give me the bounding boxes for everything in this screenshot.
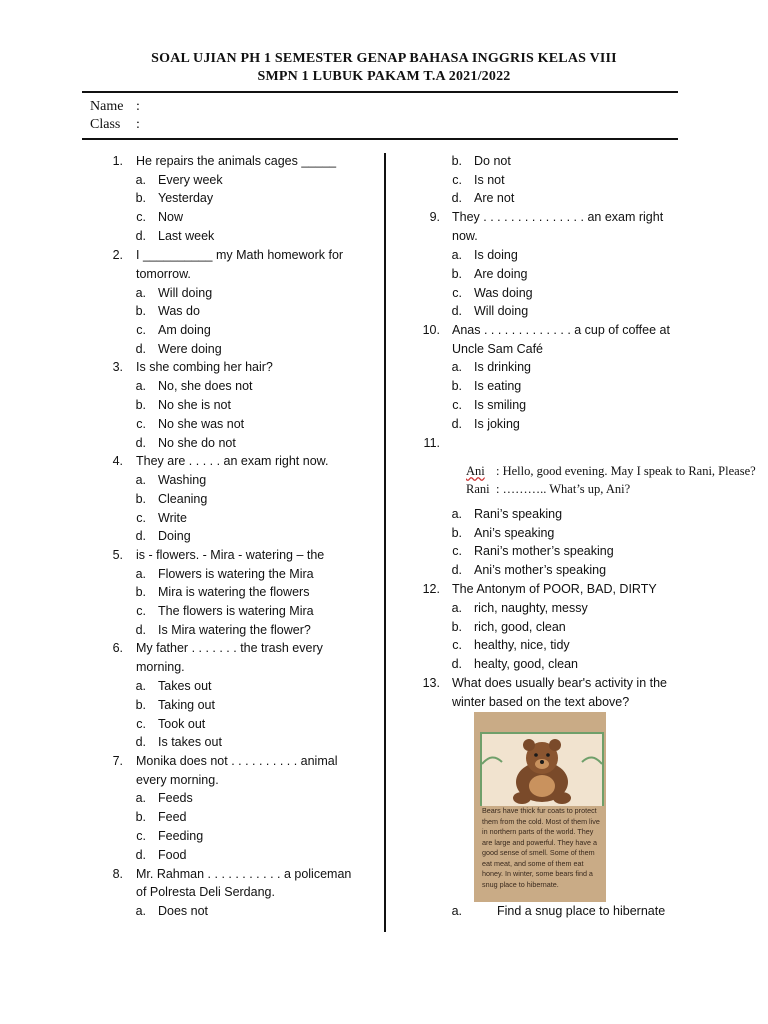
option-text: Write [158,511,187,525]
option-text: Is drinking [474,360,531,374]
name-label: Name [90,99,124,114]
option-letter: a. [451,601,462,615]
option-text: Will doing [474,304,529,318]
option-text: Am doing [158,323,211,337]
option-text: Feeds [158,791,193,805]
dialog-speaker-ani: Ani [466,464,485,478]
option-letter: a. [135,679,146,693]
option-text: No she was not [158,417,245,431]
question-text: Mr. Rahman . . . . . . . . . . . a policeman [136,867,352,881]
option-letter: c. [136,604,146,618]
question-number: 9. [429,210,440,224]
option-text: Took out [158,717,206,731]
option-text: Is eating [474,379,522,393]
dialog-speaker-rani: Rani [466,482,490,496]
question-number: 1. [112,154,123,168]
question-text: Monika does not . . . . . . . . . . animal [136,754,338,768]
option-text: Flowers is watering the Mira [158,567,314,581]
question-text: He repairs the animals cages _____ [136,154,337,168]
option-text: Was do [158,304,200,318]
option-text: Takes out [158,679,212,693]
question-text: every morning. [136,773,219,787]
question-text: The Antonym of POOR, BAD, DIRTY [452,582,657,596]
bear-card [480,732,604,806]
question-number: 12. [422,582,440,596]
question-number: 5. [112,548,123,562]
question-number: 3. [112,360,123,374]
question-text: What does usually bear's activity in the [452,676,667,690]
option-text: Every week [158,173,223,187]
option-letter: b. [135,398,146,412]
option-text: Doing [158,529,191,543]
student-info [90,98,140,134]
option-text: No she is not [158,398,231,412]
question-text: I __________ my Math homework for [136,248,344,262]
option-text: The flowers is watering Mira [158,604,314,618]
option-text: Ani’s mother’s speaking [474,563,607,577]
option-letter: b. [451,620,462,634]
question-number: 13. [422,676,440,690]
question-number: 6. [112,641,123,655]
option-letter: d. [135,342,146,356]
question-text: They . . . . . . . . . . . . . . . an exam right [452,210,664,224]
exam-header [0,50,768,86]
option-text: Taking out [158,698,215,712]
class-label: Class [90,117,121,132]
question-text: They are . . . . . an exam right now. [136,454,329,468]
option-letter: c. [136,829,146,843]
option-text: Will doing [158,286,213,300]
option-text: Is smiling [474,398,527,412]
question-number: 7. [112,754,123,768]
name-colon: : [136,99,140,114]
option-text: Is not [474,173,505,187]
option-text: Is doing [474,248,518,262]
option-text: Yesterday [158,191,214,205]
option-letter: b. [451,154,462,168]
option-letter: d. [451,657,462,671]
option-letter: d. [451,563,462,577]
option-text: healty, good, clean [474,657,579,671]
option-letter: b. [135,810,146,824]
option-letter: b. [135,585,146,599]
option-text: Are not [474,191,515,205]
option-letter: a. [451,248,462,262]
option-text: Find a snug place to hibernate [497,904,666,918]
column-divider [384,153,386,932]
option-text: No, she does not [158,379,253,393]
option-text: rich, good, clean [474,620,566,634]
option-text: Is takes out [158,735,222,749]
question-number: 10. [422,323,440,337]
option-text: Rani’s mother’s speaking [474,544,614,558]
option-letter: c. [136,210,146,224]
option-letter: d. [135,436,146,450]
option-letter: a. [135,379,146,393]
option-letter: c. [452,173,462,187]
option-text: Feeding [158,829,204,843]
option-text: Now [158,210,184,224]
question-number: 8. [112,867,123,881]
question-text: winter based on the text above? [452,695,630,709]
option-letter: d. [135,848,146,862]
question-number: 11. [423,436,440,450]
question-text: My father . . . . . . . the trash every [136,641,323,655]
option-text: rich, naughty, messy [474,601,588,615]
question-text: Anas . . . . . . . . . . . . . a cup of coffee at [452,323,670,337]
exam-subtitle: SMPN 1 LUBUK PAKAM T.A 2021/2022 [257,69,511,84]
question-text: tomorrow. [136,267,191,281]
option-text: Is Mira watering the flower? [158,623,311,637]
bear-reading-image [474,712,606,902]
option-letter: a. [135,473,146,487]
option-text: healthy, nice, tidy [474,638,570,652]
exam-title: SOAL UJIAN PH 1 SEMESTER GENAP BAHASA INGGRIS KELAS VIII [151,51,617,66]
option-letter: d. [451,304,462,318]
option-letter: c. [136,417,146,431]
question-number: 2. [112,248,123,262]
class-colon: : [136,117,140,132]
option-letter: b. [135,304,146,318]
option-text: Mira is watering the flowers [158,585,310,599]
option-letter: d. [135,623,146,637]
question-text: is - flowers. - Mira - watering – the [136,548,325,562]
option-letter: b. [451,267,462,281]
option-text: Were doing [158,342,222,356]
option-text: Ani’s speaking [474,526,555,540]
option-text: Do not [474,154,511,168]
option-text: Was doing [474,286,533,300]
option-letter: c. [452,638,462,652]
question-text: Uncle Sam Café [452,342,544,356]
option-letter: d. [135,529,146,543]
option-letter: d. [451,417,462,431]
option-letter: c. [136,323,146,337]
question-text: now. [452,229,478,243]
option-letter: b. [135,191,146,205]
bear-passage-text: Bears have thick fur coats to protect them from the cold. Most of them live in northern parts of the world. They are large and powerful. They have a good sense of smell. Some of them eat meat, and some of them eat honey. In winter, some bears find a snug place to hibernate. [482,806,600,889]
option-text: Food [158,848,187,862]
option-letter: b. [451,379,462,393]
dialog-snippet [466,462,756,498]
option-text: No she do not [158,436,236,450]
dialog-line-rani: : ……….. What’s up, Ani? [496,482,631,496]
question-text: Is she combing her hair? [136,360,273,374]
header-rule-bottom [82,138,678,140]
option-text: Feed [158,810,187,824]
option-letter: a. [451,507,462,521]
option-letter: b. [135,492,146,506]
option-text: Cleaning [158,492,208,506]
option-letter: a. [135,286,146,300]
question-text: morning. [136,660,185,674]
question-text: of Polresta Deli Serdang. [136,885,275,899]
option-letter: a. [135,791,146,805]
option-text: Is joking [474,417,520,431]
option-letter: a. [135,904,146,918]
option-letter: b. [451,526,462,540]
option-letter: c. [452,398,462,412]
option-letter: d. [451,191,462,205]
option-letter: a. [135,173,146,187]
option-letter: c. [452,544,462,558]
option-letter: d. [135,229,146,243]
header-rule-top [82,91,678,93]
question-number: 4. [112,454,123,468]
option-text: Last week [158,229,215,243]
option-letter: d. [135,735,146,749]
option-letter: a. [135,567,146,581]
option-letter: b. [135,698,146,712]
option-letter: c. [136,717,146,731]
option-text: Washing [158,473,207,487]
option-text: Are doing [474,267,528,281]
option-text: Does not [158,904,209,918]
option-letter: c. [136,511,146,525]
option-letter: a. [451,360,462,374]
option-letter: c. [452,286,462,300]
option-text: Rani’s speaking [474,507,563,521]
dialog-line-ani: : Hello, good evening. May I speak to Rani, Please? [496,464,756,478]
option-letter: a. [451,904,462,918]
bear-icon [482,734,602,806]
